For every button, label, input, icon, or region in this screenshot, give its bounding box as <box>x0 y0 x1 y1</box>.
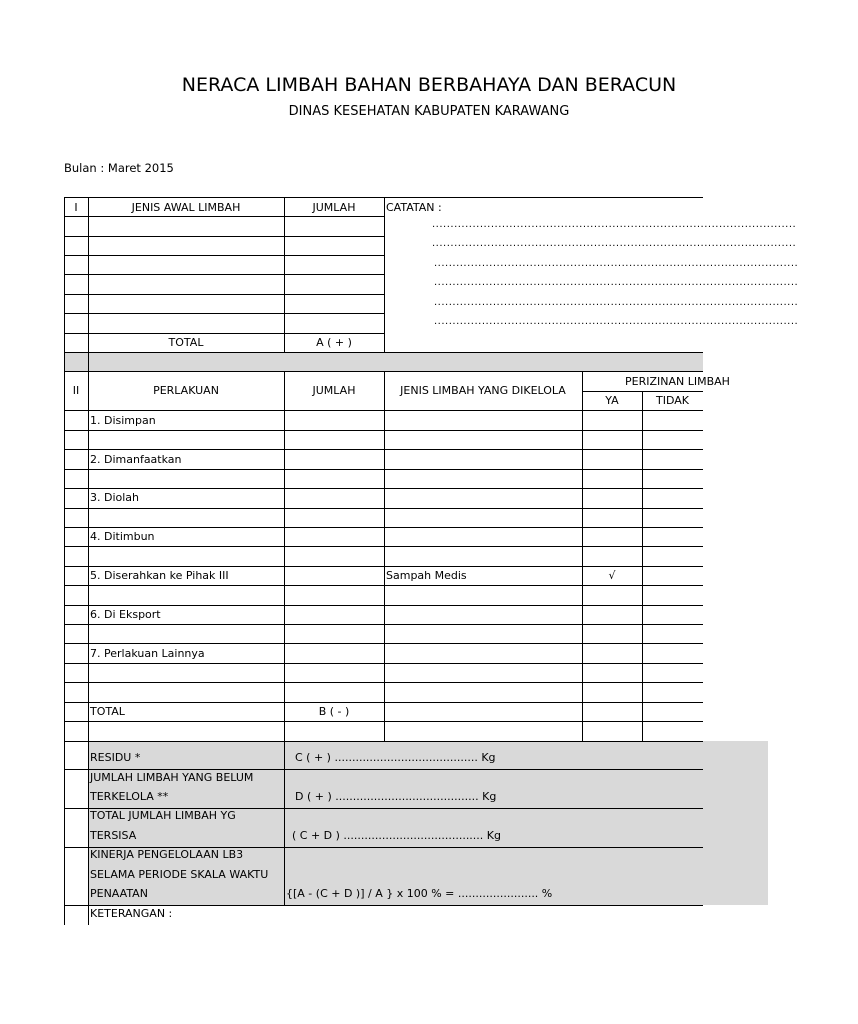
residu-value: C ( + ) ......................................... Kg <box>295 751 496 764</box>
col-jenis-limbah-dikelola: JENIS LIMBAH YANG DIKELOLA <box>400 384 566 397</box>
belum-terkelola-label: JUMLAH LIMBAH YANG BELUM <box>90 771 254 784</box>
catatan-line: ................................................................................................... <box>432 238 797 249</box>
kinerja-formula: {[A - (C + D )] / A } x 100 % = ....................... % <box>286 887 553 900</box>
col-ya: YA <box>605 394 619 407</box>
section-2-total-label: TOTAL <box>90 705 125 718</box>
section-1-total-label: TOTAL <box>168 336 204 349</box>
catatan-line: ................................................................................................... <box>432 219 797 230</box>
catatan-line: ................................................................................................... <box>434 277 799 288</box>
catatan-line: ................................................................................................... <box>434 316 799 327</box>
kinerja-label: KINERJA PENGELOLAAN LB3 <box>90 848 244 861</box>
perlakuan-item-diserahkan: 5. Diserahkan ke Pihak III <box>90 569 229 582</box>
catatan-label: CATATAN : <box>386 201 442 214</box>
section-2-number: II <box>72 384 80 397</box>
kinerja-label: PENAATAN <box>90 887 148 900</box>
separator-row-fill <box>64 352 703 371</box>
kinerja-label: SELAMA PERIODE SKALA WAKTU <box>90 868 269 881</box>
tersisa-label: TERSISA <box>90 829 137 842</box>
col-jumlah: JUMLAH <box>312 201 356 214</box>
col-perlakuan: PERLAKUAN <box>153 384 219 397</box>
col-jumlah: JUMLAH <box>312 384 356 397</box>
col-perizinan-limbah: PERIZINAN LIMBAH <box>625 375 730 388</box>
keterangan-label: KETERANGAN : <box>90 907 173 920</box>
perlakuan-item-lainnya: 7. Perlakuan Lainnya <box>90 647 205 660</box>
belum-terkelola-label: TERKELOLA ** <box>90 790 169 803</box>
page-title: NERACA LIMBAH BAHAN BERBAHAYA DAN BERACUN <box>181 74 677 96</box>
perlakuan-item-ditimbun: 4. Ditimbun <box>90 530 155 543</box>
perlakuan-item-diolah: 3. Diolah <box>90 491 140 504</box>
tersisa-value: ( C + D ) ........................................ Kg <box>292 829 501 842</box>
period-label: Bulan : Maret 2015 <box>64 161 174 175</box>
perlakuan-item-dimanfaatkan: 2. Dimanfaatkan <box>90 453 182 466</box>
perlakuan-item-disimpan: 1. Disimpan <box>90 414 156 427</box>
page-subtitle: DINAS KESEHATAN KABUPATEN KARAWANG <box>288 104 570 119</box>
catatan-line: ................................................................................................... <box>434 258 799 269</box>
residu-label: RESIDU * <box>90 751 141 764</box>
section-1-total-value: A ( + ) <box>316 336 352 349</box>
catatan-line: ................................................................................................... <box>434 297 799 308</box>
checkmark-icon: √ <box>608 569 616 582</box>
tersisa-label: TOTAL JUMLAH LIMBAH YG <box>90 809 236 822</box>
section-2-total-value: B ( - ) <box>318 705 350 718</box>
col-tidak: TIDAK <box>656 394 689 407</box>
col-jenis-awal-limbah: JENIS AWAL LIMBAH <box>131 201 241 214</box>
belum-terkelola-value: D ( + ) ......................................... Kg <box>295 790 497 803</box>
jenis-limbah-sampah-medis: Sampah Medis <box>386 569 467 582</box>
perlakuan-item-eksport: 6. Di Eksport <box>90 608 161 621</box>
section-1-number: I <box>74 201 78 214</box>
